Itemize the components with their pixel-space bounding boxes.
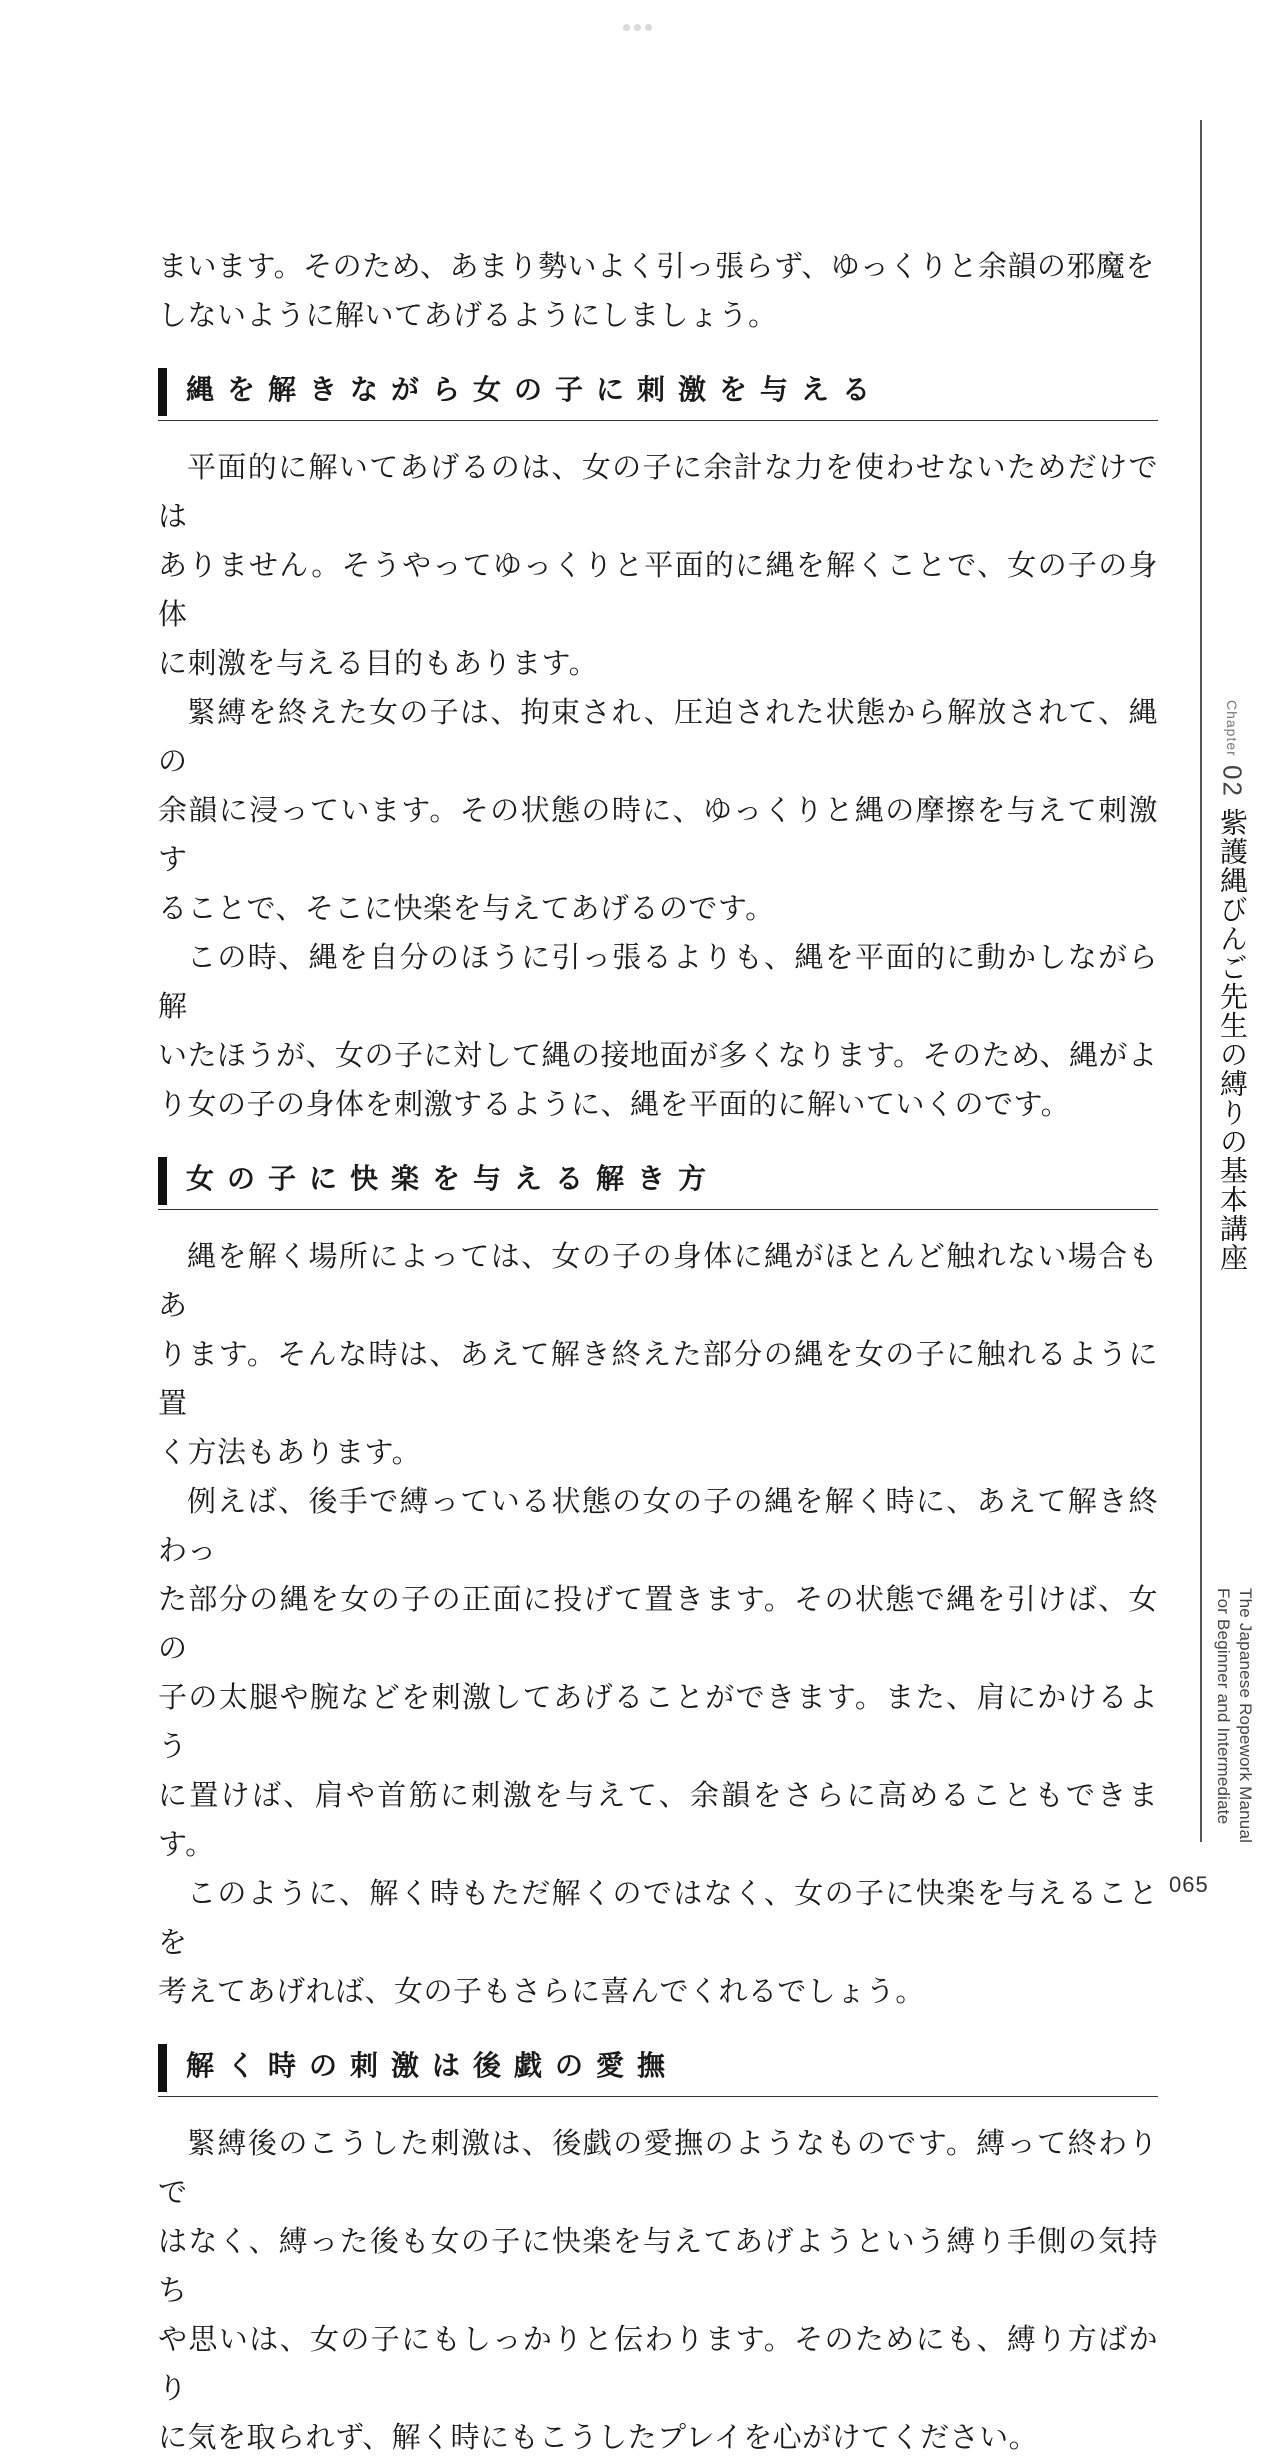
text-line: 考えてあげれば、女の子もさらに喜んでくれるでしょう。 [158,1974,925,2008]
paragraph [158,2119,1158,2462]
book-title-line: The Japanese Ropework Manual [1236,1588,1255,1844]
heading-bar [158,1157,167,1205]
text-line: 縄を解く場所によっては、女の子の身体に縄がほとんど触れない場合もあ [158,1239,1158,1322]
paragraph [158,688,1158,933]
section-heading-text: 縄を解きながら女の子に刺激を与える [186,373,884,406]
text-line: に刺激を与える目的もあります。 [158,646,599,680]
paragraph [158,1477,1158,1869]
chapter-label: Chapter [1224,700,1240,757]
dot [645,24,652,31]
section-heading-text: 解く時の刺激は後戯の愛撫 [186,2049,679,2082]
section-heading [158,1155,1158,1210]
chapter-number: 02 [1217,764,1248,798]
text-line: まいます。そのため、あまり勢いよく引っ張らず、ゆっくりと余韻の邪魔を [158,249,1155,283]
chapter-title: 紫護縄びんご先生の縛りの基本講座 [1216,807,1249,1272]
text-line: ありません。そうやってゆっくりと平面的に縄を解くことで、女の子の身体 [158,548,1158,631]
page-indicator-dots [623,24,652,31]
text-line: いたほうが、女の子に対して縄の接地面が多くなります。そのため、縄がよ [158,1038,1158,1072]
text-line: 余韻に浸っています。その状態の時に、ゆっくりと縄の摩擦を与えて刺激す [158,793,1158,876]
text-line: に置けば、肩や首筋に刺激を与えて、余韻をさらに高めることもできます。 [158,1778,1158,1861]
text-line: り女の子の身体を刺激するように、縄を平面的に解いていくのです。 [158,1087,1071,1121]
text-line: しないように解いてあげるようにしましょう。 [158,298,778,332]
main-text [158,242,1158,2462]
text-line: 例えば、後手で縛っている状態の女の子の縄を解く時に、あえて解き終わっ [158,1484,1158,1567]
section-heading [158,366,1158,421]
section-heading-text: 女の子に快楽を与える解き方 [186,1162,720,1195]
book-title [1213,1588,1255,1843]
paragraph [158,1869,1158,2016]
text-line: ります。そんな時は、あえて解き終えた部分の縄を女の子に触れるように置 [158,1337,1158,1420]
text-line: このように、解く時もただ解くのではなく、女の子に快楽を与えることを [158,1876,1158,1959]
text-line: 緊縛を終えた女の子は、拘束され、圧迫された状態から解放されて、縄の [158,695,1158,778]
page-number: 065 [1169,1872,1209,1897]
book-title-line: For Beginner and Intermediate [1214,1588,1233,1825]
margin-rule [1200,120,1202,1842]
text-line: 緊縛後のこうした刺激は、後戯の愛撫のようなものです。縛って終わりで [158,2126,1158,2209]
heading-bar [158,368,167,416]
text-line: や思いは、女の子にもしっかりと伝わります。そのためにも、縛り方ばかり [158,2322,1158,2405]
paragraph [158,1232,1158,1477]
paragraph [158,933,1158,1129]
text-line: この時、縄を自分のほうに引っ張るよりも、縄を平面的に動かしながら解 [158,940,1158,1023]
text-line: た部分の縄を女の子の正面に投げて置きます。その状態で縄を引けば、女の [158,1582,1158,1665]
heading-bar [158,2044,167,2092]
paragraph [158,443,1158,688]
text-line: く方法もあります。 [158,1435,422,1469]
dot [634,24,641,31]
text-line: 平面的に解いてあげるのは、女の子に余計な力を使わせないためだけでは [158,450,1158,533]
text-line: ることで、そこに快楽を与えてあげるのです。 [158,891,775,925]
continuation-paragraph [158,242,1158,340]
text-line: はなく、縛った後も女の子に快楽を与えてあげようという縛り手側の気持ち [158,2224,1158,2307]
chapter-sidebar [1208,700,1256,1272]
dot [623,24,630,31]
text-line: 子の太腿や腕などを刺激してあげることができます。また、肩にかけるよう [158,1680,1158,1763]
text-line: に気を取られず、解く時にもこうしたプレイを心がけてください。 [158,2420,1039,2454]
section-heading [158,2042,1158,2097]
